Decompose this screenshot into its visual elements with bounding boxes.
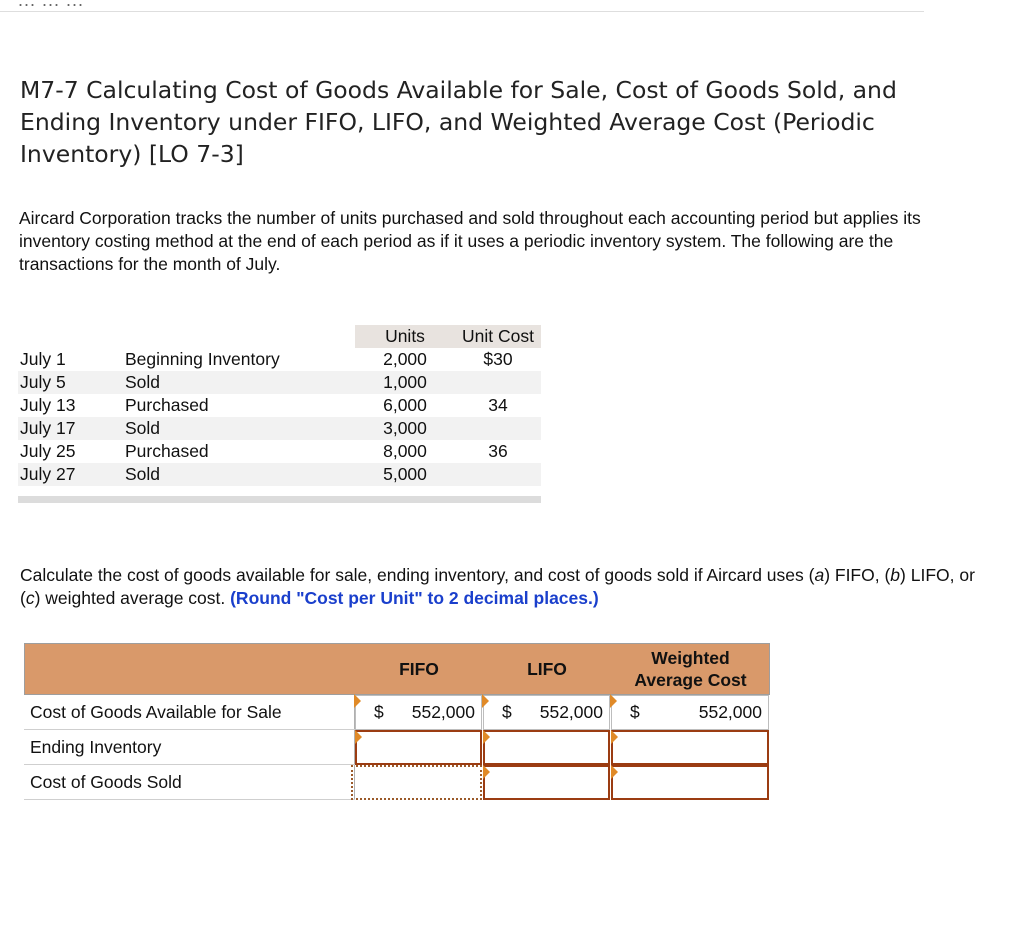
transaction-unit-cost: 36 xyxy=(488,441,508,461)
currency-symbol: $ xyxy=(374,702,384,722)
question-text: ) weighted average cost. xyxy=(34,588,231,608)
wac-cogas-input[interactable] xyxy=(611,695,769,730)
fifo-ending-inventory-input[interactable] xyxy=(355,730,482,765)
transaction-unit-cost xyxy=(455,463,541,486)
fifo-column-header: FIFO xyxy=(399,659,439,679)
transaction-row xyxy=(18,417,541,440)
flag-icon xyxy=(355,730,362,744)
fifo-cogas-value: 552,000 xyxy=(411,702,475,722)
transactions-table xyxy=(18,325,541,486)
transaction-description: Purchased xyxy=(125,441,209,461)
question-text: ) FIFO, ( xyxy=(824,565,891,585)
fifo-cogas-input[interactable] xyxy=(355,695,482,730)
lifo-cogs-input[interactable] xyxy=(483,765,610,800)
table-bottom-rule xyxy=(18,496,541,503)
transaction-date: July 13 xyxy=(20,395,76,415)
question-prompt xyxy=(20,564,980,610)
row-label-cogs: Cost of Goods Sold xyxy=(24,765,355,800)
units-header: Units xyxy=(355,325,455,348)
transaction-description: Purchased xyxy=(125,395,209,415)
transaction-description: Sold xyxy=(125,464,161,484)
weighted-average-header-line1: Weighted xyxy=(651,648,730,668)
currency-symbol: $ xyxy=(502,702,512,722)
flag-icon xyxy=(354,694,361,708)
transaction-unit-cost xyxy=(455,371,541,394)
header-blank xyxy=(18,325,125,348)
transaction-description: Beginning Inventory xyxy=(125,349,280,369)
rounding-note: (Round "Cost per Unit" to 2 decimal places.) xyxy=(230,588,599,608)
option-letter-c: c xyxy=(25,588,35,608)
transaction-description: Sold xyxy=(125,372,161,392)
row-label-cogas: Cost of Goods Available for Sale xyxy=(24,695,355,730)
answer-grid xyxy=(24,643,770,800)
option-letter-a: a xyxy=(814,565,825,585)
transactions-header-row xyxy=(18,325,541,348)
flag-icon xyxy=(611,730,618,744)
transaction-unit-cost: $30 xyxy=(483,349,513,369)
flag-icon xyxy=(611,765,618,779)
transaction-units: 5,000 xyxy=(383,464,427,484)
transaction-date: July 17 xyxy=(20,418,76,438)
lifo-ending-inventory-input[interactable] xyxy=(483,730,610,765)
transaction-units: 1,000 xyxy=(383,372,427,392)
flag-icon xyxy=(482,694,489,708)
transaction-row xyxy=(18,394,541,417)
exercise-intro: Aircard Corporation tracks the number of units purchased and sold throughout each accounting period but applies its inventory costing method at the end of each period as if it uses a periodic inventory system. The following are the transactions for the month of July. xyxy=(19,208,921,274)
wac-cogas-value: 552,000 xyxy=(698,702,762,722)
transaction-row xyxy=(18,348,541,371)
transaction-unit-cost xyxy=(455,417,541,440)
flag-icon xyxy=(610,694,617,708)
weighted-average-column-header xyxy=(611,643,770,695)
transaction-units: 8,000 xyxy=(383,441,427,461)
weighted-average-header-line2: Average Cost xyxy=(634,670,747,690)
wac-cogs-input[interactable] xyxy=(611,765,769,800)
transaction-row xyxy=(18,371,541,394)
transaction-row xyxy=(18,440,541,463)
question-text: Calculate the cost of goods available for sale, ending inventory, and cost of goods sold if Aircard uses ( xyxy=(20,565,815,585)
top-divider xyxy=(0,11,924,12)
wac-ending-inventory-input[interactable] xyxy=(611,730,769,765)
transaction-date: July 5 xyxy=(20,372,66,392)
lifo-cogas-value: 552,000 xyxy=(539,702,603,722)
transaction-date: July 1 xyxy=(20,349,66,369)
transaction-description: Sold xyxy=(125,418,161,438)
transaction-units: 6,000 xyxy=(383,395,427,415)
transaction-row xyxy=(18,463,541,486)
unit-cost-header: Unit Cost xyxy=(455,325,541,348)
transaction-date: July 25 xyxy=(20,441,76,461)
fifo-cogs-input[interactable] xyxy=(351,765,482,800)
flag-icon xyxy=(483,765,490,779)
cropped-header-text: ... ... ... xyxy=(18,0,85,10)
transaction-units: 3,000 xyxy=(383,418,427,438)
row-label-ending-inventory: Ending Inventory xyxy=(24,730,355,765)
lifo-cogas-input[interactable] xyxy=(483,695,610,730)
lifo-column-header: LIFO xyxy=(527,659,567,679)
flag-icon xyxy=(483,730,490,744)
header-blank xyxy=(125,325,355,348)
currency-symbol: $ xyxy=(630,702,640,722)
transaction-unit-cost: 34 xyxy=(488,395,508,415)
option-letter-b: b xyxy=(890,565,901,585)
transaction-date: July 27 xyxy=(20,464,76,484)
exercise-title: M7-7 Calculating Cost of Goods Available for Sale, Cost of Goods Sold, and Ending Inventory under FIFO, LIFO, and Weighted Average Cost (Periodic Inventory) [LO 7-3] xyxy=(20,76,897,168)
question-text: ) LIFO, or ( xyxy=(20,565,975,608)
transaction-units: 2,000 xyxy=(383,349,427,369)
